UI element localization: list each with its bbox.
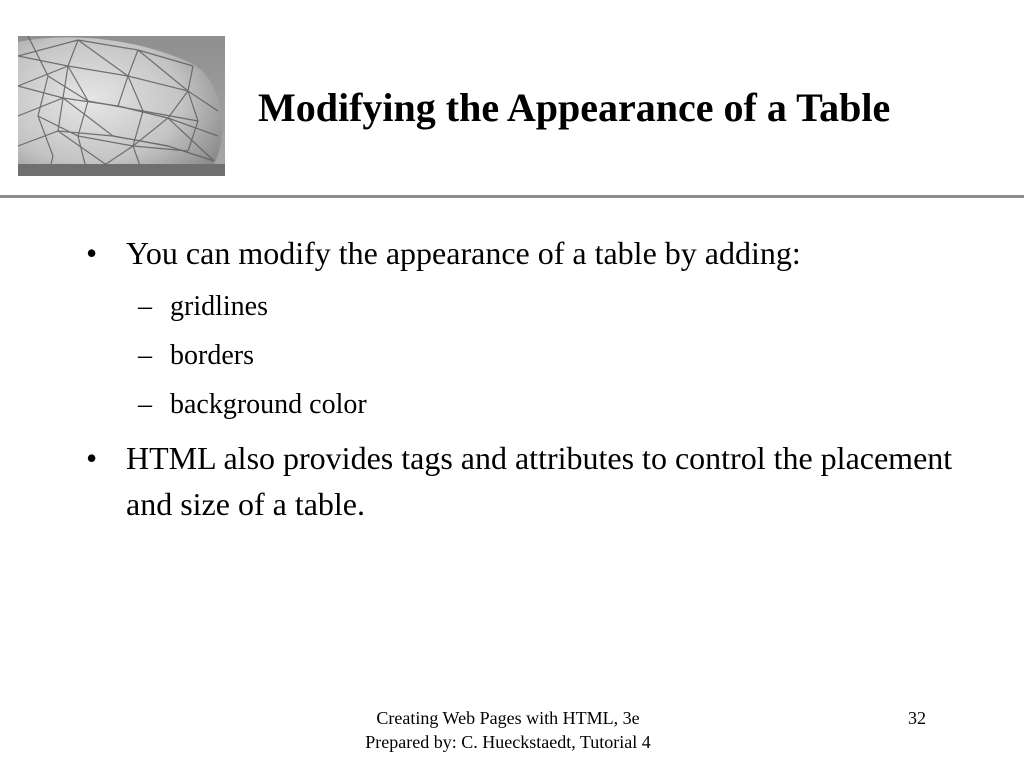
sub-bullet-item (86, 380, 966, 429)
title-divider (0, 195, 1024, 198)
sub-bullet-item (86, 282, 966, 331)
footer-author: Prepared by: C. Hueckstaedt, Tutorial 4 (365, 732, 651, 752)
slide-title: Modifying the Appearance of a Table (258, 85, 891, 130)
sub-bullet-text: borders (170, 340, 254, 371)
sub-bullet-marker: – (138, 340, 152, 371)
footer-course-title: Creating Web Pages with HTML, 3e (376, 708, 640, 728)
sub-bullet-item (86, 331, 966, 380)
sub-bullet-text: gridlines (170, 291, 268, 322)
bullet-text: You can modify the appearance of a table by adding: (126, 235, 801, 271)
bullet-marker: • (86, 235, 98, 271)
slide-footer (300, 706, 716, 754)
sub-bullet-text: background color (170, 389, 367, 420)
sub-bullet-list (86, 282, 966, 429)
sub-bullet-marker: – (138, 389, 152, 420)
bullet-item (86, 230, 966, 276)
slide-body (86, 230, 966, 527)
page-number: 32 (908, 708, 926, 728)
bullet-item (86, 435, 966, 527)
bullet-text: HTML also provides tags and attributes to control the placement and size of a table. (126, 440, 953, 522)
header-photo (18, 36, 225, 176)
sub-bullet-marker: – (138, 291, 152, 322)
bullet-marker: • (86, 440, 98, 476)
